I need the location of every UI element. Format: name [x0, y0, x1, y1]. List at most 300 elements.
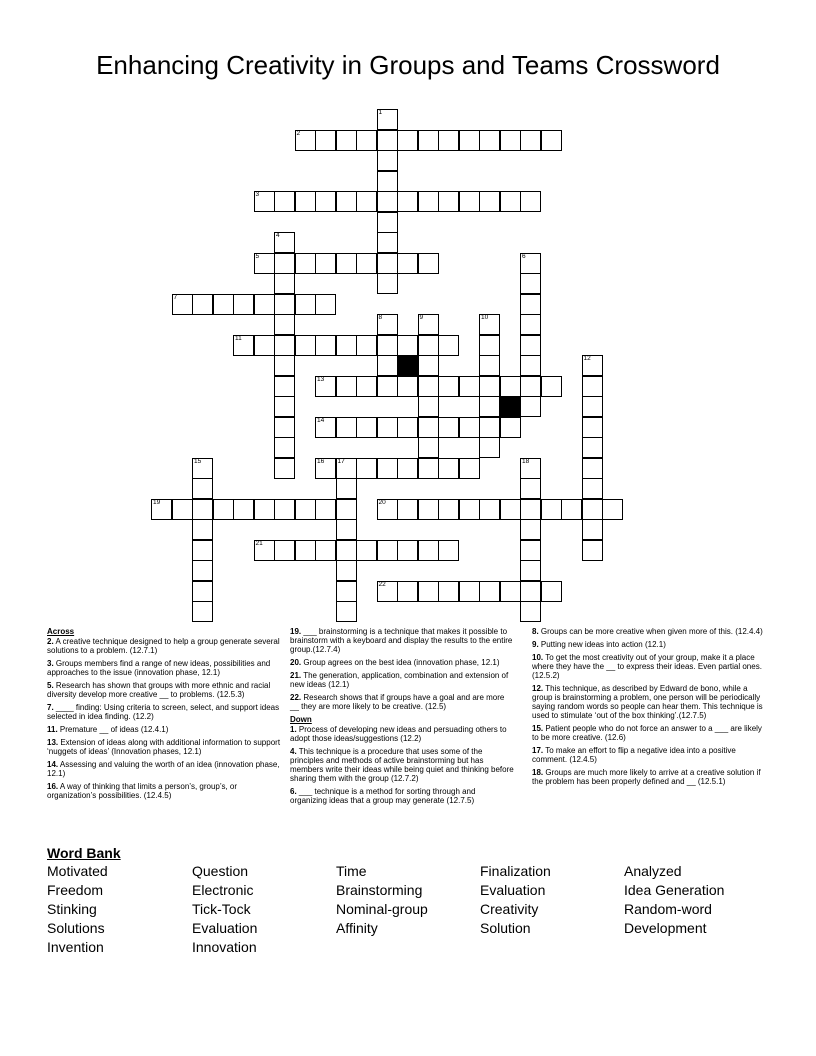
- word-bank-item: Time: [336, 863, 367, 879]
- grid-cell[interactable]: [459, 130, 480, 151]
- word-bank-column: [624, 862, 724, 938]
- grid-cell[interactable]: [479, 376, 500, 397]
- grid-cell[interactable]: [254, 335, 275, 356]
- grid-cell[interactable]: [254, 499, 275, 520]
- clue-number: 9: [419, 314, 424, 321]
- clue-number: 12.: [532, 684, 544, 693]
- grid-cell[interactable]: [315, 417, 336, 438]
- clue-text: Premature __ of ideas (12.4.1): [57, 725, 169, 734]
- grid-cell[interactable]: [315, 499, 336, 520]
- grid-cell[interactable]: [438, 581, 459, 602]
- clue-number: 20.: [290, 658, 302, 667]
- grid-cell[interactable]: [479, 417, 500, 438]
- clue-text: Putting new ideas into action (12.1): [538, 640, 666, 649]
- grid-cell[interactable]: [582, 417, 603, 438]
- grid-cell[interactable]: [192, 478, 213, 499]
- grid-cell[interactable]: [377, 212, 398, 233]
- clue-text: Assessing and valuing the worth of an idea (innovation phase, 12.1): [47, 760, 280, 778]
- grid-cell[interactable]: [274, 458, 295, 479]
- grid-cell[interactable]: [602, 499, 623, 520]
- clue-item: [532, 768, 768, 786]
- clue-number: 4: [276, 232, 280, 239]
- grid-cell[interactable]: [520, 273, 541, 294]
- clue-text: Extension of ideas along with additional information to support ‘nuggets of ideas’ (Innovation phases, 12.1): [47, 738, 281, 756]
- grid-cell[interactable]: [582, 396, 603, 417]
- grid-cell[interactable]: [336, 253, 357, 274]
- clue-item: [47, 681, 283, 699]
- clue-number: 1: [378, 109, 383, 116]
- clue-number: 12: [583, 355, 591, 362]
- grid-cell[interactable]: [459, 417, 480, 438]
- grid-cell[interactable]: [274, 335, 295, 356]
- grid-cell[interactable]: [172, 499, 193, 520]
- grid-cell[interactable]: [459, 581, 480, 602]
- grid-cell[interactable]: [582, 499, 603, 520]
- grid-cell[interactable]: [397, 335, 418, 356]
- clues-column-1: [47, 627, 283, 804]
- grid-cell[interactable]: [254, 253, 275, 274]
- grid-cell[interactable]: [377, 376, 398, 397]
- clue-number: 19.: [290, 627, 302, 636]
- clue-number: 11.: [47, 725, 58, 734]
- grid-cell[interactable]: [479, 130, 500, 151]
- word-bank-item: Affinity: [336, 920, 378, 936]
- clue-number: 14.: [47, 760, 59, 769]
- grid-cell[interactable]: [520, 478, 541, 499]
- grid-cell[interactable]: [295, 294, 316, 315]
- grid-cell[interactable]: [520, 130, 541, 151]
- clue-item: [532, 724, 768, 742]
- clue-number: 5: [255, 252, 260, 260]
- clue-number: 2: [296, 129, 301, 137]
- grid-cell[interactable]: [192, 540, 213, 561]
- clue-item: [47, 782, 283, 800]
- grid-cell[interactable]: [336, 540, 357, 561]
- grid-cell[interactable]: [192, 560, 213, 581]
- grid-cell[interactable]: [459, 458, 480, 479]
- grid-cell[interactable]: [582, 519, 603, 540]
- grid-cell[interactable]: [520, 396, 541, 417]
- grid-cell-black: [500, 396, 521, 417]
- word-bank-item: Tick-Tock: [192, 901, 251, 917]
- grid-cell[interactable]: [377, 540, 398, 561]
- grid-cell[interactable]: [418, 437, 439, 458]
- clue-text: Patient people who do not force an answer to a ___ are likely to be more creative. (12.6): [532, 724, 762, 742]
- grid-cell[interactable]: [520, 601, 541, 622]
- grid-cell[interactable]: [520, 581, 541, 602]
- grid-cell[interactable]: [274, 294, 295, 315]
- grid-cell[interactable]: [315, 458, 336, 479]
- clue-text: Process of developing new ideas and persuading others to adopt those ideas/suggestions (12.2): [290, 725, 507, 743]
- grid-cell[interactable]: [233, 335, 254, 356]
- clue-text: ___ technique is a method for sorting through and organizing ideas that a group may generate (12.7.5): [290, 787, 476, 805]
- grid-cell[interactable]: [377, 335, 398, 356]
- grid-cell[interactable]: [438, 540, 459, 561]
- grid-cell[interactable]: [500, 130, 521, 151]
- word-bank-item: Electronic: [192, 882, 254, 898]
- word-bank-item: Question: [192, 863, 249, 879]
- grid-cell[interactable]: [295, 253, 316, 274]
- clue-number: 7: [173, 293, 178, 301]
- grid-cell[interactable]: [192, 294, 213, 315]
- clue-number: 2.: [47, 637, 54, 646]
- clue-text: The generation, application, combination and extension of new ideas (12.1): [290, 671, 509, 689]
- grid-cell[interactable]: [172, 294, 193, 315]
- clue-number: 17.: [532, 746, 544, 755]
- word-bank-item: Stinking: [47, 901, 97, 917]
- grid-cell[interactable]: [459, 191, 480, 212]
- clue-text: To get the most creativity out of your group, make it a place where they have the __ to express their ideas. Even partial ones. (12.5.2): [532, 653, 762, 680]
- clue-item: [532, 684, 768, 720]
- grid-cell[interactable]: [397, 417, 418, 438]
- grid-cell[interactable]: [438, 417, 459, 438]
- clue-number: 22: [378, 580, 386, 588]
- grid-cell[interactable]: [397, 581, 418, 602]
- clue-number: 17: [337, 457, 345, 465]
- word-bank-item: Solution: [480, 920, 531, 936]
- clue-item: [532, 627, 768, 636]
- word-bank-item: Development: [624, 920, 707, 936]
- grid-cell[interactable]: [459, 376, 480, 397]
- grid-cell[interactable]: [520, 355, 541, 376]
- grid-cell[interactable]: [377, 171, 398, 192]
- word-bank-item: Idea Generation: [624, 882, 725, 898]
- grid-cell[interactable]: [336, 335, 357, 356]
- clue-item: [290, 725, 514, 743]
- grid-cell[interactable]: [336, 191, 357, 212]
- grid-cell[interactable]: [336, 601, 357, 622]
- grid-cell[interactable]: [520, 376, 541, 397]
- grid-cell[interactable]: [582, 458, 603, 479]
- grid-cell[interactable]: [418, 253, 439, 274]
- grid-cell[interactable]: [192, 519, 213, 540]
- grid-cell[interactable]: [336, 376, 357, 397]
- clue-number: 21: [255, 539, 263, 547]
- grid-cell[interactable]: [336, 478, 357, 499]
- grid-cell[interactable]: [377, 314, 398, 335]
- grid-cell[interactable]: [233, 294, 254, 315]
- grid-cell[interactable]: [582, 355, 603, 376]
- grid-cell[interactable]: [520, 499, 541, 520]
- clue-item: [290, 627, 514, 654]
- word-bank-item: Freedom: [47, 882, 104, 898]
- grid-cell[interactable]: [336, 130, 357, 151]
- clue-item: [290, 747, 514, 783]
- grid-cell[interactable]: [397, 499, 418, 520]
- grid-cell[interactable]: [582, 376, 603, 397]
- grid-cell[interactable]: [295, 130, 316, 151]
- grid-cell[interactable]: [233, 499, 254, 520]
- grid-cell[interactable]: [479, 499, 500, 520]
- grid-cell[interactable]: [438, 499, 459, 520]
- clue-number: 7.: [47, 703, 54, 712]
- grid-cell[interactable]: [418, 396, 439, 417]
- grid-cell[interactable]: [254, 294, 275, 315]
- clue-number: 15: [194, 457, 202, 465]
- grid-cell[interactable]: [336, 560, 357, 581]
- grid-cell[interactable]: [561, 499, 582, 520]
- grid-cell[interactable]: [356, 253, 377, 274]
- grid-cell[interactable]: [336, 519, 357, 540]
- grid-cell[interactable]: [377, 355, 398, 376]
- grid-cell[interactable]: [192, 499, 213, 520]
- word-bank-item: Motivated: [47, 863, 108, 879]
- grid-cell[interactable]: [356, 191, 377, 212]
- grid-cell[interactable]: [541, 376, 562, 397]
- grid-cell[interactable]: [520, 253, 541, 274]
- grid-cell[interactable]: [377, 273, 398, 294]
- grid-cell[interactable]: [479, 335, 500, 356]
- page-title: Enhancing Creativity in Groups and Teams Crossword: [96, 50, 720, 80]
- clue-text: Research has shown that groups with more ethnic and racial diversity develop more creative __ to problems. (12.5.3): [47, 681, 271, 699]
- grid-cell[interactable]: [418, 335, 439, 356]
- grid-cell[interactable]: [541, 130, 562, 151]
- grid-cell[interactable]: [377, 232, 398, 253]
- grid-cell[interactable]: [479, 581, 500, 602]
- grid-cell[interactable]: [274, 437, 295, 458]
- grid-cell[interactable]: [418, 499, 439, 520]
- grid-cell[interactable]: [438, 376, 459, 397]
- clue-number: 4.: [290, 747, 297, 756]
- clue-text: ____ finding: Using criteria to screen, select, and support ideas selected in idea finding. (12.2): [47, 703, 280, 721]
- grid-cell[interactable]: [520, 314, 541, 335]
- grid-cell[interactable]: [520, 458, 541, 479]
- grid-cell[interactable]: [315, 294, 336, 315]
- grid-cell[interactable]: [397, 191, 418, 212]
- word-bank-item: Brainstorming: [336, 882, 423, 898]
- grid-cell[interactable]: [377, 458, 398, 479]
- clue-number: 16: [317, 457, 325, 465]
- clue-text: A creative technique designed to help a group generate several solutions to a problem. (12.7.1): [47, 637, 280, 655]
- grid-cell[interactable]: [315, 130, 336, 151]
- word-bank-item: Finalization: [480, 863, 551, 879]
- grid-cell[interactable]: [315, 540, 336, 561]
- grid-cell[interactable]: [336, 581, 357, 602]
- clue-number: 13.: [47, 738, 59, 747]
- grid-cell[interactable]: [356, 540, 377, 561]
- grid-cell[interactable]: [500, 417, 521, 438]
- clue-number: 18.: [532, 768, 544, 777]
- word-bank-item: Solutions: [47, 920, 105, 936]
- grid-cell[interactable]: [438, 130, 459, 151]
- grid-cell[interactable]: [377, 417, 398, 438]
- clue-number: 15.: [532, 724, 544, 733]
- grid-cell[interactable]: [274, 540, 295, 561]
- grid-cell[interactable]: [377, 150, 398, 171]
- grid-cell[interactable]: [336, 499, 357, 520]
- grid-cell[interactable]: [336, 458, 357, 479]
- clue-text: Groups are much more likely to arrive at a creative solution if the problem has been properly defined and __ (12.5.1): [532, 768, 761, 786]
- clue-text: Groups members find a range of new ideas, possibilities and approaches to the issue (innovation phase, 12.1): [47, 659, 271, 677]
- clue-number: 1.: [290, 725, 297, 734]
- grid-cell[interactable]: [192, 581, 213, 602]
- grid-cell[interactable]: [213, 499, 234, 520]
- grid-cell[interactable]: [274, 499, 295, 520]
- grid-cell[interactable]: [274, 253, 295, 274]
- grid-cell[interactable]: [500, 581, 521, 602]
- grid-cell[interactable]: [356, 130, 377, 151]
- grid-cell[interactable]: [418, 417, 439, 438]
- grid-cell[interactable]: [520, 191, 541, 212]
- word-bank-item: Creativity: [480, 901, 539, 917]
- grid-cell[interactable]: [418, 581, 439, 602]
- clue-number: 19: [153, 498, 161, 506]
- grid-cell[interactable]: [479, 191, 500, 212]
- clue-item: [290, 671, 514, 689]
- grid-cell[interactable]: [274, 396, 295, 417]
- down-heading: Down: [290, 715, 312, 724]
- grid-cell[interactable]: [274, 376, 295, 397]
- clue-text: Groups can be more creative when given more of this. (12.4.4): [538, 627, 763, 636]
- grid-cell[interactable]: [438, 458, 459, 479]
- clue-number: 18: [522, 457, 530, 465]
- grid-cell[interactable]: [254, 540, 275, 561]
- word-bank-column: [192, 862, 257, 957]
- clue-number: 3.: [47, 659, 54, 668]
- grid-cell[interactable]: [459, 499, 480, 520]
- grid-cell[interactable]: [356, 376, 377, 397]
- clue-item: [47, 703, 283, 721]
- word-bank-column: [336, 862, 428, 938]
- grid-cell[interactable]: [479, 396, 500, 417]
- grid-cell[interactable]: [274, 417, 295, 438]
- grid-cell[interactable]: [582, 478, 603, 499]
- grid-cell[interactable]: [520, 560, 541, 581]
- grid-cell[interactable]: [541, 581, 562, 602]
- grid-cell[interactable]: [479, 314, 500, 335]
- clue-text: To make an effort to flip a negative idea into a positive comment. (12.4.5): [532, 746, 736, 764]
- grid-cell[interactable]: [418, 314, 439, 335]
- clue-item: [47, 738, 283, 756]
- clue-item: [47, 760, 283, 778]
- clue-number: 21.: [290, 671, 302, 680]
- clue-number: 6.: [290, 787, 297, 796]
- grid-cell[interactable]: [315, 376, 336, 397]
- grid-cell[interactable]: [500, 191, 521, 212]
- word-bank-item: Evaluation: [192, 920, 258, 936]
- grid-cell[interactable]: [356, 458, 377, 479]
- clues-column-3: [532, 627, 768, 790]
- clue-number: 6: [522, 252, 526, 260]
- grid-cell[interactable]: [397, 540, 418, 561]
- clue-item: [532, 746, 768, 764]
- grid-cell[interactable]: [582, 437, 603, 458]
- grid-cell[interactable]: [336, 417, 357, 438]
- grid-cell[interactable]: [213, 294, 234, 315]
- clue-text: A way of thinking that limits a person’s, group’s, or organization’s possibilities. (12.4.5): [47, 782, 238, 800]
- grid-cell[interactable]: [295, 335, 316, 356]
- clue-item: [47, 725, 283, 734]
- clue-number: 10.: [532, 653, 544, 662]
- grid-cell[interactable]: [274, 314, 295, 335]
- word-bank-item: Analyzed: [624, 863, 682, 879]
- word-bank-item: Innovation: [192, 939, 257, 955]
- clue-number: 5.: [47, 681, 54, 690]
- clue-number: 10: [481, 314, 489, 321]
- grid-cell[interactable]: [274, 191, 295, 212]
- grid-cell[interactable]: [295, 191, 316, 212]
- clues-column-2: [290, 627, 514, 809]
- clue-item: [290, 693, 514, 711]
- grid-cell[interactable]: [418, 376, 439, 397]
- clue-number: 16.: [47, 782, 59, 791]
- grid-cell[interactable]: [295, 540, 316, 561]
- clue-item: [290, 658, 514, 667]
- grid-cell[interactable]: [500, 376, 521, 397]
- clue-number: 22.: [290, 693, 302, 702]
- grid-cell[interactable]: [192, 458, 213, 479]
- grid-cell[interactable]: [397, 130, 418, 151]
- grid-cell[interactable]: [479, 437, 500, 458]
- word-bank-column: [47, 862, 108, 957]
- grid-cell[interactable]: [377, 253, 398, 274]
- grid-cell[interactable]: [315, 253, 336, 274]
- clue-number: 20: [378, 498, 386, 506]
- grid-cell[interactable]: [520, 294, 541, 315]
- grid-cell[interactable]: [295, 499, 316, 520]
- grid-cell[interactable]: [377, 581, 398, 602]
- grid-cell[interactable]: [438, 335, 459, 356]
- grid-cell[interactable]: [274, 232, 295, 253]
- grid-cell[interactable]: [541, 499, 562, 520]
- clue-text: ___ brainstorming is a technique that makes it possible to brainstorm with a keyboard and display the results to the entire group.(12.7.4): [290, 627, 513, 654]
- word-bank-item: Random-word: [624, 901, 712, 917]
- grid-cell[interactable]: [582, 540, 603, 561]
- clue-text: This technique, as described by Edward de bono, while a group is brainstorming a problem, one person will be periodically saying random words so people can hear them. This technique is used to stimulate ‘out of the box thinking’.(12.7.5): [532, 684, 763, 720]
- grid-cell[interactable]: [418, 130, 439, 151]
- clue-text: Group agrees on the best idea (innovation phase, 12.1): [301, 658, 500, 667]
- grid-cell[interactable]: [377, 109, 398, 130]
- grid-cell[interactable]: [274, 273, 295, 294]
- clue-number: 11: [235, 334, 242, 342]
- grid-cell[interactable]: [438, 191, 459, 212]
- clue-number: 8: [378, 314, 383, 321]
- grid-cell[interactable]: [377, 130, 398, 151]
- clue-item: [47, 659, 283, 677]
- grid-cell[interactable]: [254, 191, 275, 212]
- grid-cell[interactable]: [397, 376, 418, 397]
- grid-cell[interactable]: [356, 417, 377, 438]
- grid-cell[interactable]: [315, 191, 336, 212]
- grid-cell[interactable]: [520, 540, 541, 561]
- grid-cell[interactable]: [274, 355, 295, 376]
- clue-item: [47, 637, 283, 655]
- grid-cell[interactable]: [418, 540, 439, 561]
- grid-cell[interactable]: [500, 499, 521, 520]
- grid-cell[interactable]: [418, 355, 439, 376]
- clue-number: 3: [255, 191, 260, 198]
- clue-number: 14: [317, 416, 325, 424]
- word-bank-item: Nominal-group: [336, 901, 428, 917]
- grid-cell[interactable]: [151, 499, 172, 520]
- grid-cell[interactable]: [377, 191, 398, 212]
- grid-cell[interactable]: [315, 335, 336, 356]
- grid-cell[interactable]: [192, 601, 213, 622]
- grid-cell[interactable]: [397, 458, 418, 479]
- grid-cell[interactable]: [418, 191, 439, 212]
- grid-cell[interactable]: [397, 253, 418, 274]
- word-bank-column: [480, 862, 551, 938]
- grid-cell[interactable]: [356, 335, 377, 356]
- clue-number: 9.: [532, 640, 539, 649]
- grid-cell[interactable]: [479, 355, 500, 376]
- grid-cell[interactable]: [377, 499, 398, 520]
- grid-cell[interactable]: [418, 458, 439, 479]
- across-heading: Across: [47, 627, 75, 636]
- grid-cell[interactable]: [520, 519, 541, 540]
- grid-cell[interactable]: [520, 335, 541, 356]
- clue-number: 8.: [532, 627, 539, 636]
